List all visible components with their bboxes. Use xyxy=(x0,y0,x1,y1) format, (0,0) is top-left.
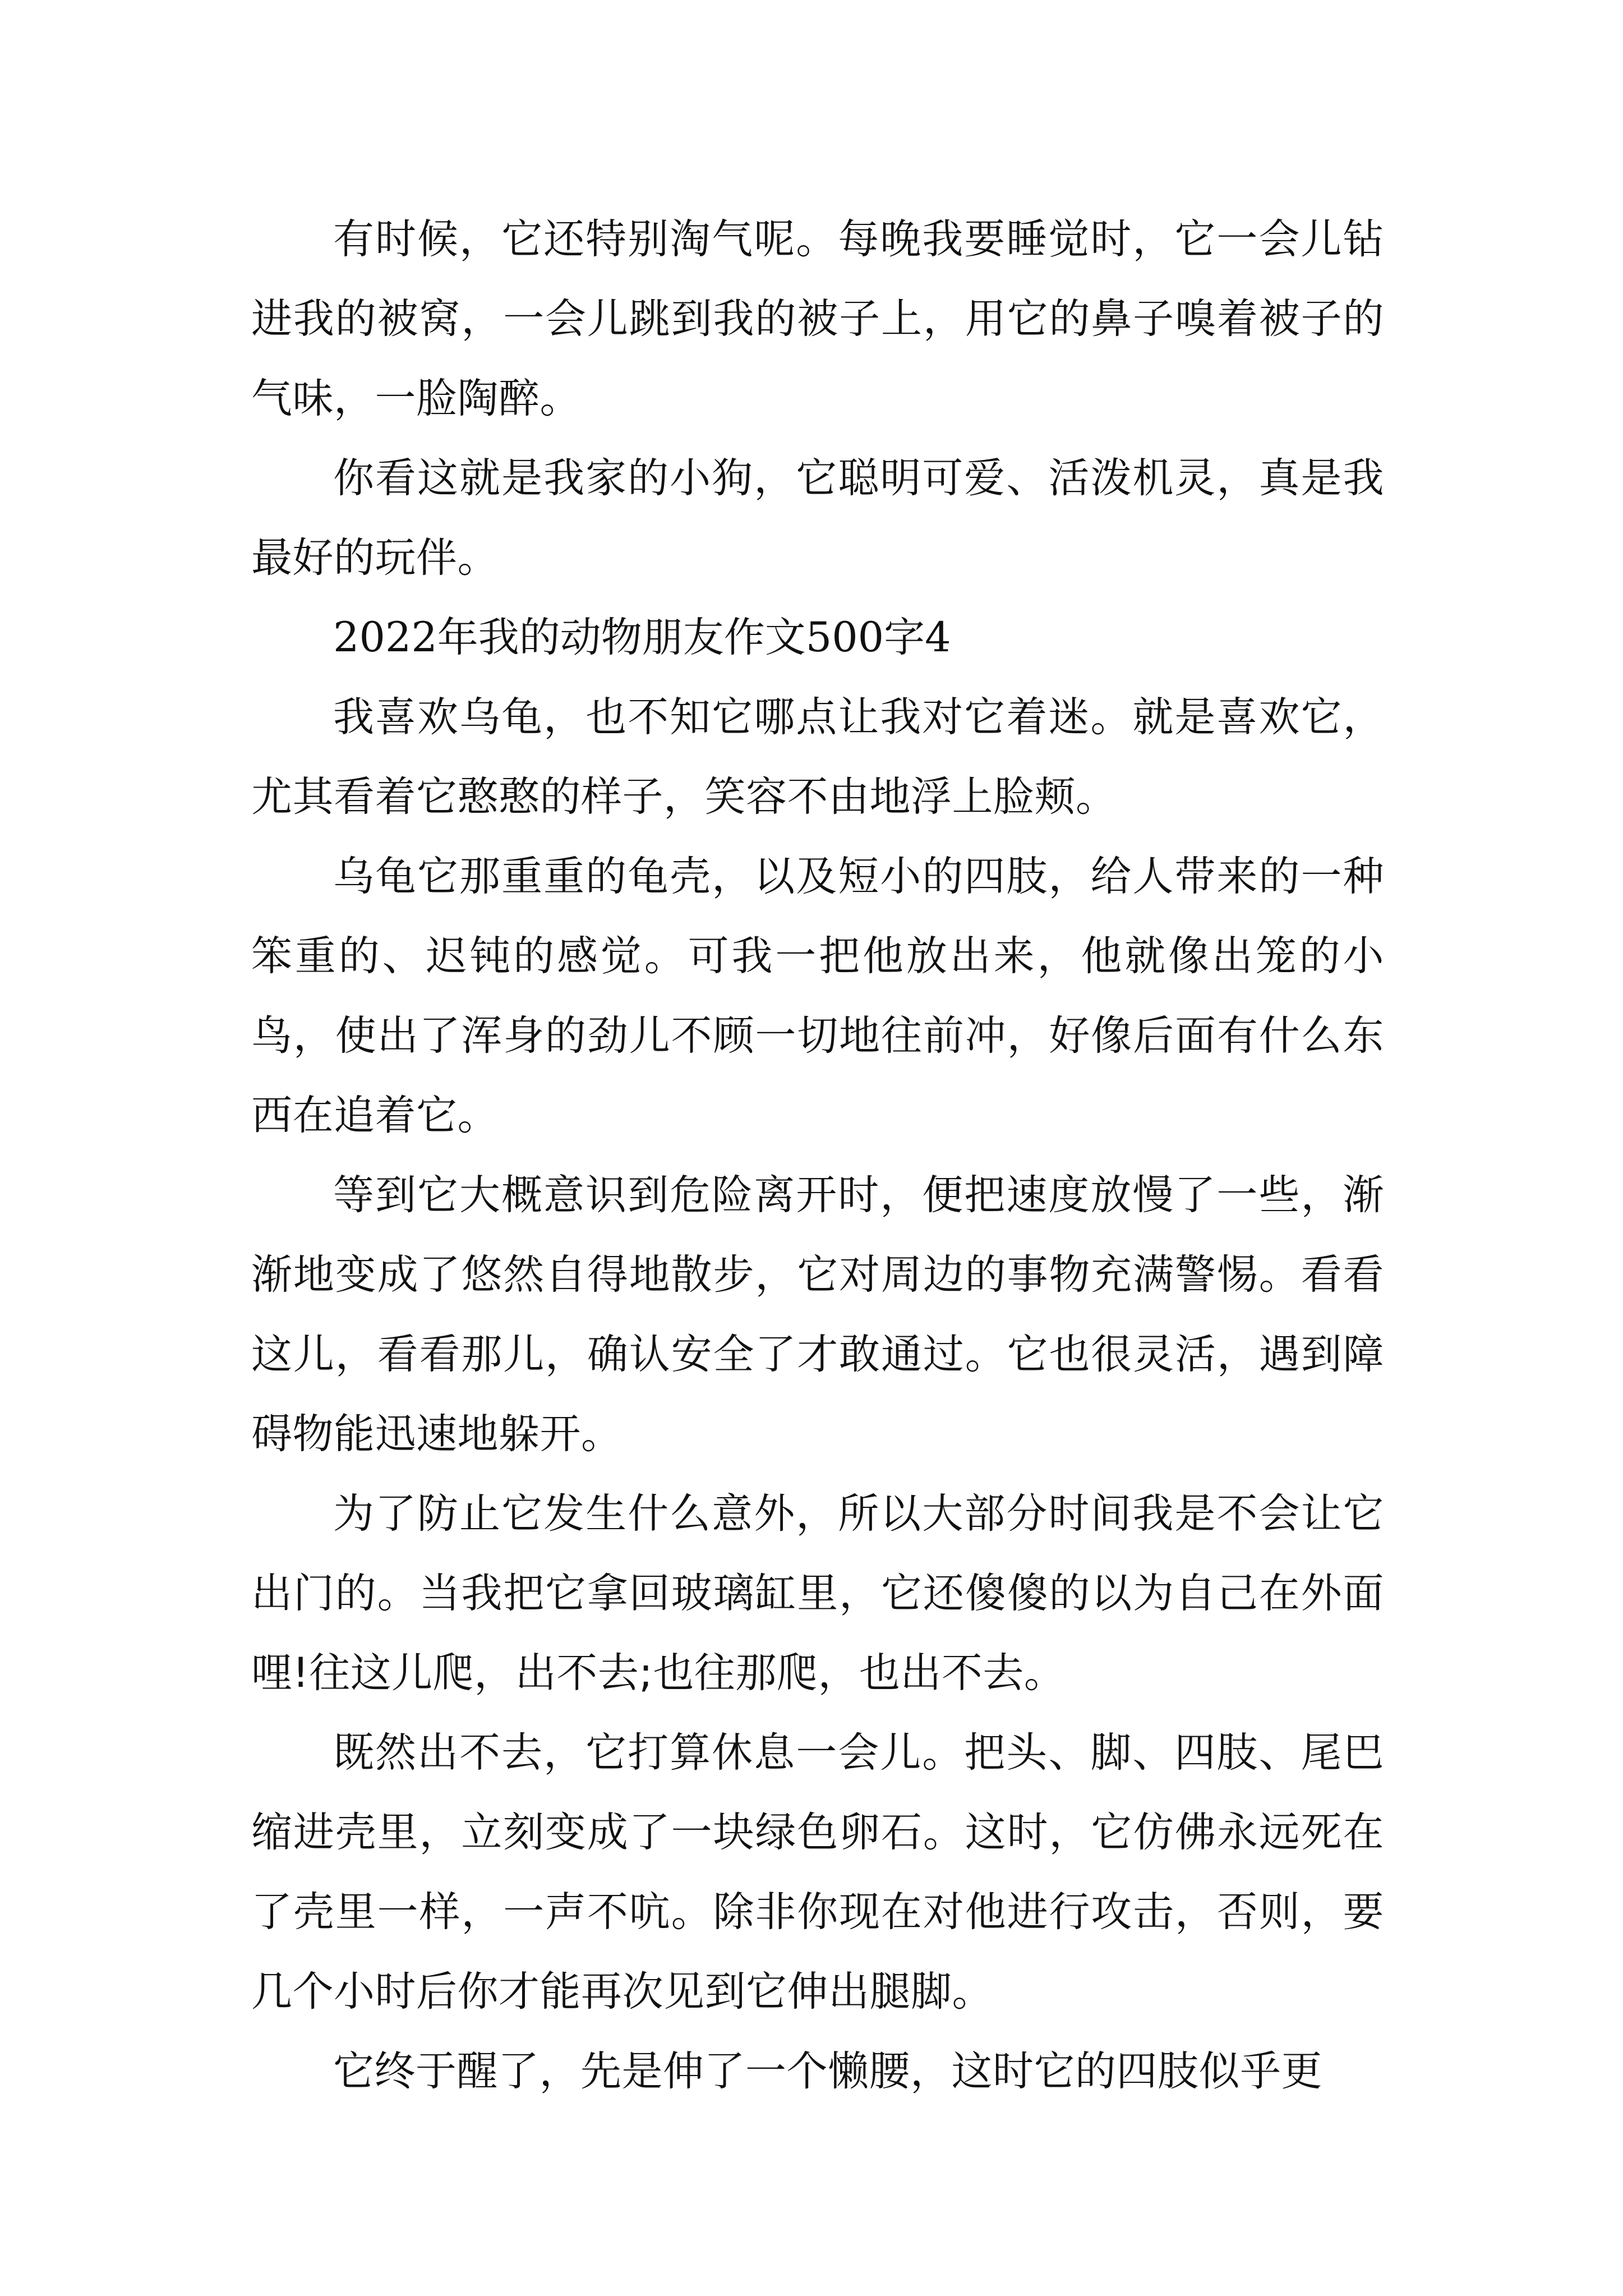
paragraph: 你看这就是我家的小狗，它聪明可爱、活泼机灵，真是我最好的玩伴。 xyxy=(251,454,1384,582)
paragraph: 我喜欢乌龟，也不知它哪点让我对它着迷。就是喜欢它，尤其看着它憨憨的样子，笑容不由地浮上脸颊。 xyxy=(251,693,1384,821)
paragraph: 为了防止它发生什么意外，所以大部分时间我是不会让它出门的。当我把它拿回玻璃缸里，它还傻傻的以为自己在外面哩!往这儿爬，出不去;也往那爬，也出不去。 xyxy=(251,1490,1384,1697)
paragraph: 它终于醒了，先是伸了一个懒腰，这时它的四肢似乎更 xyxy=(333,2047,1322,2095)
document-body xyxy=(251,200,1384,2111)
paragraph: 既然出不去，它打算休息一会儿。把头、脚、四肢、尾巴缩进壳里，立刻变成了一块绿色卵石。这时，它仿佛永远死在了壳里一样，一声不吭。除非你现在对他进行攻击，否则，要几个小时后你才能再次见到它伸出腿脚。 xyxy=(251,1729,1384,2016)
paragraph: 等到它大概意识到危险离开时，便把速度放慢了一些，渐渐地变成了悠然自得地散步，它对周边的事物充满警惕。看看这儿，看看那儿，确认安全了才敢通过。它也很灵活，遇到障碍物能迅速地躲开。 xyxy=(251,1171,1384,1458)
paragraph: 有时候，它还特别淘气呢。每晚我要睡觉时，它一会儿钻进我的被窝，一会儿跳到我的被子上，用它的鼻子嗅着被子的气味，一脸陶醉。 xyxy=(251,215,1384,422)
section-heading: 2022年我的动物朋友作文500字4 xyxy=(333,614,951,661)
paragraph: 乌龟它那重重的龟壳，以及短小的四肢，给人带来的一种笨重的、迟钝的感觉。可我一把他放出来，他就像出笼的小鸟，使出了浑身的劲儿不顾一切地往前冲，好像后面有什么东西在追着它。 xyxy=(251,853,1384,1139)
